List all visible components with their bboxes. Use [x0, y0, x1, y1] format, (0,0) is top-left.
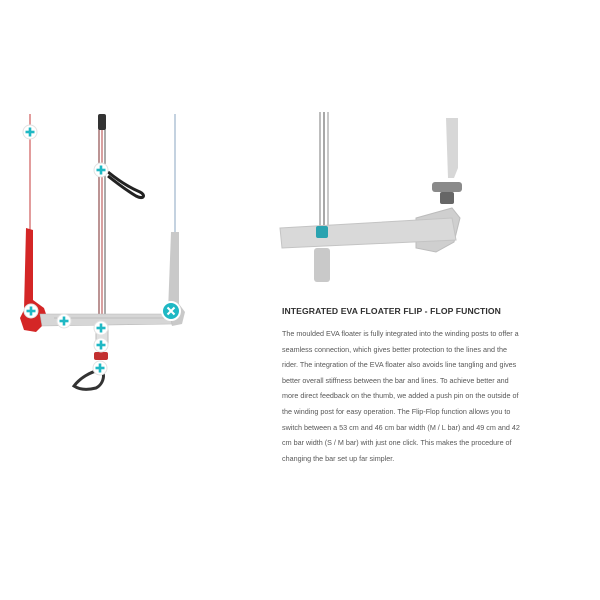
- feature-line-3: rider. The integration of the EVA floater also avoids line tangling and gives: [282, 360, 517, 370]
- hotspot-stopper[interactable]: [94, 338, 108, 352]
- winding-post-closeup: [276, 108, 600, 288]
- hotspot-center-line[interactable]: [94, 163, 108, 177]
- red-stopper: [94, 352, 108, 360]
- hotspot-left-float[interactable]: [24, 304, 38, 318]
- control-bar-illustration: [0, 100, 240, 400]
- feature-line-8: cm bar width (S / M bar) with just one click. This makes the procedure of: [282, 438, 512, 448]
- feature-line-6: the winding post for easy operation. The Flip-Flop function allows you to: [282, 406, 511, 416]
- center-line-top: [98, 114, 106, 130]
- logo-badge: [316, 226, 328, 238]
- feature-line-2: seamless connection, which gives better protection to the lines and the: [282, 344, 507, 354]
- feature-line-7: switch between a 53 cm and 46 cm bar width (M / L bar) and 49 cm and 42: [282, 422, 520, 432]
- hotspot-left-line[interactable]: [23, 125, 37, 139]
- line-clip: [432, 182, 462, 192]
- feature-line-1: The moulded EVA floater is fully integrated into the winding posts to offer a: [282, 329, 519, 338]
- hotspot-bar[interactable]: [57, 314, 71, 328]
- leash-loop: [108, 172, 143, 197]
- feature-line-5: more direct feedback on the thumb, we added a push pin on the outside of: [282, 391, 519, 401]
- hotspot-right-float-active[interactable]: [162, 302, 180, 320]
- feature-line-9: changing the bar set up far simpler.: [282, 453, 395, 463]
- hotspot-chicken-loop[interactable]: [93, 361, 107, 375]
- feature-description: [282, 306, 587, 466]
- feature-title: INTEGRATED EVA FLOATER FLIP - FLOP FUNCTION: [282, 306, 501, 316]
- hotspot-depower[interactable]: [94, 321, 108, 335]
- feature-line-4: better overall stiffness between the bar and lines. To achieve better and: [282, 375, 509, 385]
